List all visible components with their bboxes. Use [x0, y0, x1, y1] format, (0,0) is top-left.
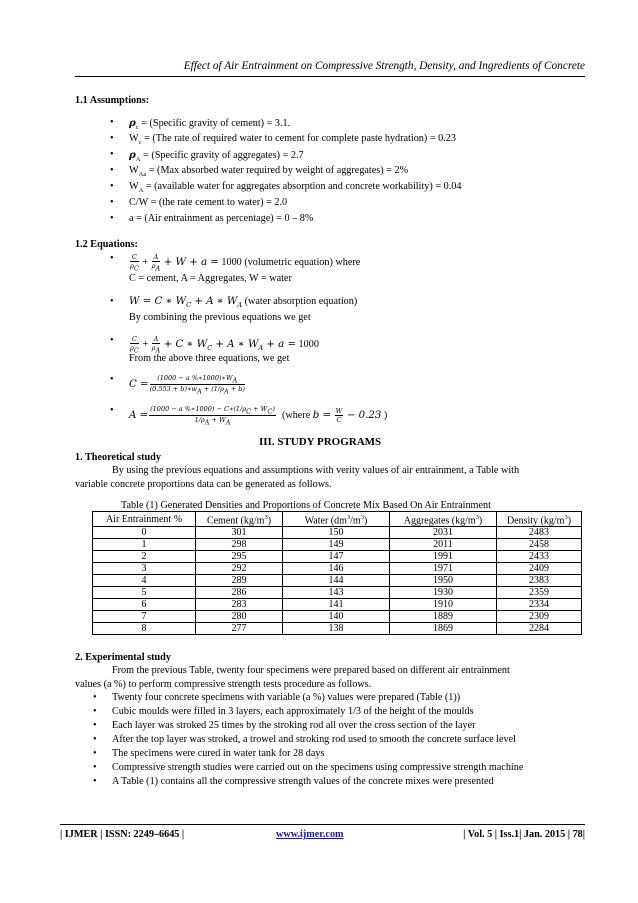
- assumption-item: • a = (Air entrainment as percentage) = 0 – 8%: [129, 213, 313, 224]
- theoretical-heading: 1. Theoretical study: [75, 452, 161, 463]
- table-row: [93, 587, 582, 599]
- procedure-item: • Compressive strength studies were carried out on the specimens using compressive strength machine: [112, 762, 523, 773]
- equation-cement: • C = $\frac{(1000 - a \%∗1000)∗W_A}{(0.553 + b)∗w_A + (1/\rho_A + b)}$: [129, 374, 246, 396]
- table-cell: 0: [93, 527, 196, 539]
- table-row: [93, 527, 582, 539]
- table-cell: 301: [196, 527, 283, 539]
- equations-heading: 1.2 Equations:: [75, 239, 138, 250]
- table-cell: 286: [196, 587, 283, 599]
- running-header: Effect of Air Entrainment on Compressive Strength, Density, and Ingredients of Concrete: [183, 60, 585, 72]
- table-cell: 1991: [390, 551, 497, 563]
- equation-definitions: C = cement, A = Aggregates, W = water: [129, 273, 292, 284]
- procedure-item: • Each layer was stroked 25 times by the stroking rod all over the cross section of the layer: [112, 720, 476, 731]
- table-cell: 1: [93, 539, 196, 551]
- theoretical-paragraph-line1: By using the previous equations and assumptions with verity values of air entrainment, a Table with: [112, 465, 520, 476]
- table-row: [93, 623, 582, 635]
- table-cell: 289: [196, 575, 283, 587]
- table-cell: 7: [93, 611, 196, 623]
- header-rule: [75, 76, 585, 77]
- table-caption: Table (1) Generated Densities and Proportions of Concrete Mix Based On Air Entrainment: [121, 500, 491, 511]
- footer-rule: [60, 824, 585, 825]
- assumption-item: • $\rho_A$ = (Specific gravity of aggregates) = 2.7: [129, 149, 304, 163]
- equation-derived-text: From the above three equations, we get: [129, 353, 290, 364]
- table-cell: 2458: [497, 539, 582, 551]
- table-cell: 2483: [497, 527, 582, 539]
- table-cell: 2383: [497, 575, 582, 587]
- table-cell: 2359: [497, 587, 582, 599]
- table-cell: 292: [196, 563, 283, 575]
- table-cell: 1910: [390, 599, 497, 611]
- table-cell: 2334: [497, 599, 582, 611]
- table-cell: 277: [196, 623, 283, 635]
- table-row: [93, 551, 582, 563]
- table-row: [93, 539, 582, 551]
- procedure-item: • Twenty four concrete specimens with variable (a %) values were prepared (Table (1)): [112, 692, 460, 703]
- assumption-item: • $W_{Aa} = (Max$ absorbed water required by weight of aggregates) = 2%: [129, 165, 408, 178]
- table-cell: 3: [93, 563, 196, 575]
- table-row: [93, 599, 582, 611]
- table-cell: 2433: [497, 551, 582, 563]
- table-cell: 295: [196, 551, 283, 563]
- table-cell: 283: [196, 599, 283, 611]
- table-cell: 149: [283, 539, 390, 551]
- table-cell: 144: [283, 575, 390, 587]
- assumption-item: • $W_A$ = (available water for aggregates absorption and concrete workability) = 0.04: [129, 181, 461, 194]
- assumption-item: • $W_c = (The$ rate of required water to cement for complete paste hydration) = 0.23: [129, 133, 456, 146]
- table-row: [93, 575, 582, 587]
- equation-volumetric: • $\frac{C}{\rho_C}$ + $\frac{A}{\rho_A}$ + W + a = 1000 (volumetric equation) where: [129, 253, 360, 272]
- equation-combined: • $\frac{C}{\rho_C}$ + $\frac{A}{\rho_A}$ + C ∗ $W_C + A$ ∗ $W_A + a = 1000$: [129, 335, 319, 354]
- table-header-row: [93, 512, 582, 527]
- table-header-cell: Air Entrainment %: [93, 512, 196, 527]
- assumption-item: • C/W = (the rate cement to water) = 2.0: [129, 197, 287, 208]
- table-header-cell: Water $(dm^3/m^3)$: [283, 512, 390, 527]
- table-cell: 2031: [390, 527, 497, 539]
- footer-website-link[interactable]: www.ijmer.com: [276, 829, 344, 840]
- experimental-paragraph-line1: From the previous Table, twenty four specimens were prepared based on different air entrainment: [112, 665, 510, 676]
- section-heading: III. STUDY PROGRAMS: [259, 436, 382, 448]
- table-cell: 1869: [390, 623, 497, 635]
- table-cell: 146: [283, 563, 390, 575]
- data-table: [92, 511, 582, 635]
- theoretical-paragraph-line2: variable concrete proportions data can be generated as follows.: [75, 479, 332, 490]
- experimental-heading: 2. Experimental study: [75, 652, 171, 663]
- procedure-item: • Cubic moulds were filled in 3 layers, each approximately 1/3 of the height of the moulds: [112, 706, 474, 717]
- equation-aggregates: • A = $\frac{(1000 - a \%∗1000) - C∗(1/\rho_C + W_C)}{1/\rho_A + W_A}$ (where b = $\frac{W}{C}$ − 0.23 ): [129, 405, 387, 427]
- equation-water-absorption: • W = C ∗ $W_C + A$ ∗ $W_A$ (water absorption equation): [129, 296, 357, 309]
- table-row: [93, 611, 582, 623]
- table-cell: 5: [93, 587, 196, 599]
- table-row: [93, 563, 582, 575]
- table-cell: 2: [93, 551, 196, 563]
- table-cell: 143: [283, 587, 390, 599]
- table-cell: 140: [283, 611, 390, 623]
- experimental-paragraph-line2: values (a %) to perform compressive strength tests procedure as follows.: [75, 679, 372, 690]
- table-cell: 147: [283, 551, 390, 563]
- table-cell: 298: [196, 539, 283, 551]
- table-cell: 8: [93, 623, 196, 635]
- assumptions-heading: 1.1 Assumptions:: [75, 95, 150, 106]
- footer-journal: | IJMER | ISSN: 2249–6645 |: [60, 829, 185, 840]
- assumption-item: • $\rho_c$ = (Specific gravity of cement) = 3.1.: [129, 117, 290, 131]
- table-cell: 2409: [497, 563, 582, 575]
- table-cell: 6: [93, 599, 196, 611]
- table-cell: 2309: [497, 611, 582, 623]
- table-cell: 1950: [390, 575, 497, 587]
- procedure-item: • After the top layer was stroked, a trowel and stroking rod used to smooth the concrete surface level: [112, 734, 516, 745]
- equation-combining-text: By combining the previous equations we get: [129, 312, 311, 323]
- table-header-cell: Density $(kg/m^3)$: [497, 512, 582, 527]
- table-cell: 2011: [390, 539, 497, 551]
- footer-volume: | Vol. 5 | Iss.1| Jan. 2015 | 78|: [463, 829, 585, 840]
- table-cell: 1971: [390, 563, 497, 575]
- table-cell: 2284: [497, 623, 582, 635]
- procedure-item: • The specimens were cured in water tank for 28 days: [112, 748, 324, 759]
- table-header-cell: Cement $(kg/m^3)$: [196, 512, 283, 527]
- table-cell: 1889: [390, 611, 497, 623]
- table-cell: 150: [283, 527, 390, 539]
- table-cell: 141: [283, 599, 390, 611]
- table-header-cell: Aggregates $(kg/m^3)$: [390, 512, 497, 527]
- table-cell: 4: [93, 575, 196, 587]
- table-cell: 1930: [390, 587, 497, 599]
- procedure-item: • A Table (1) contains all the compressive strength values of the concrete mixes were presented: [112, 776, 494, 787]
- table-cell: 280: [196, 611, 283, 623]
- table-cell: 138: [283, 623, 390, 635]
